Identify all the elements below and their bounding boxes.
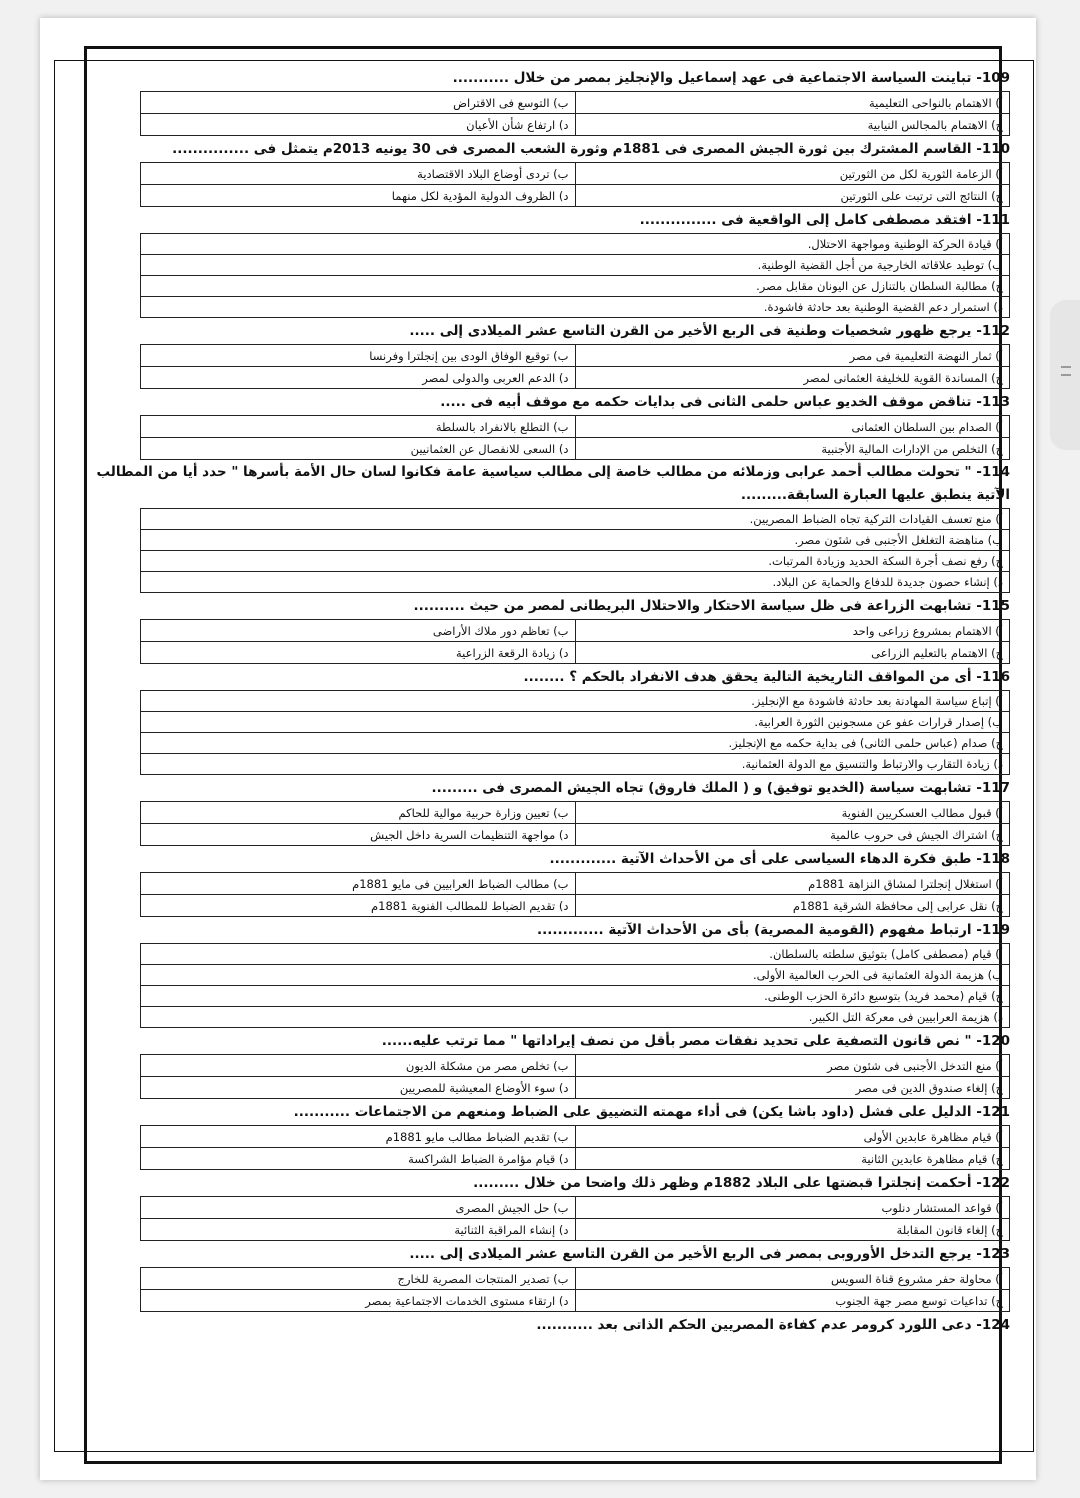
- question-stem: دعى اللورد كرومر عدم كفاءة المصريين الحكم الذاتى بعد ...........: [536, 1317, 972, 1333]
- answer-option[interactable]: ج) الاهتمام بالمجالس النيابية: [575, 114, 1010, 136]
- question-number: 115-: [976, 598, 1010, 614]
- answer-option[interactable]: ج) التخلص من الإدارات المالية الأجنبية: [575, 438, 1010, 460]
- question-text: [60, 1313, 1012, 1337]
- answer-option[interactable]: د) ارتفاع شأن الأعيان: [141, 114, 576, 136]
- question-number: 119-: [976, 922, 1010, 938]
- question-stem: تشابهت الزراعة فى ظل سياسة الاحتكار والاحتلال البريطانى لمصر من حيث ..........: [413, 598, 972, 614]
- question-text: [60, 208, 1012, 232]
- answer-option[interactable]: ب) مناهضة التغلغل الأجنبى فى شئون مصر.: [141, 530, 1010, 551]
- question-stem: تناقض موقف الخديو عباس حلمى الثانى فى بدايات حكمه مع موقف أبيه فى .....: [440, 394, 972, 410]
- answer-option[interactable]: ج) المساندة القوية للخليفة العثمانى لمصر: [575, 367, 1010, 389]
- options-table: [140, 872, 1010, 917]
- question-number: 122-: [976, 1175, 1010, 1191]
- answer-option[interactable]: ج) تداعيات توسع مصر جهة الجنوب: [575, 1290, 1010, 1312]
- question-number: 120-: [976, 1033, 1010, 1049]
- answer-option[interactable]: أ) قيام (مصطفى كامل) بتوثيق سلطته بالسلطان.: [141, 944, 1010, 965]
- answer-option[interactable]: أ) الصدام بين السلطان العثمانى: [575, 416, 1010, 438]
- question-stem: أحكمت إنجلترا قبضتها على البلاد 1882م وظهر ذلك واضحا من خلال .........: [473, 1175, 972, 1191]
- answer-option[interactable]: ب) التطلع بالانفراد بالسلطة: [141, 416, 576, 438]
- options-table: [140, 801, 1010, 846]
- question-number: 113-: [976, 394, 1010, 410]
- question-stem: القاسم المشترك بين ثورة الجيش المصرى فى 1881م وثورة الشعب المصرى فى 30 يونيه 2013م يتمثل فى ...............: [172, 141, 972, 157]
- question-text: [60, 1171, 1012, 1195]
- answer-option[interactable]: أ) قيام مظاهرة عابدين الأولى: [575, 1126, 1010, 1148]
- answer-option[interactable]: ج) الاهتمام بالتعليم الزراعى: [575, 642, 1010, 664]
- answer-option[interactable]: د) الدعم العربى والدولى لمصر: [141, 367, 576, 389]
- answer-option[interactable]: ب) تعيين وزارة حربية موالية للحاكم: [141, 802, 576, 824]
- answer-option[interactable]: ب) تصدير المنتجات المصرية للخارج: [141, 1268, 576, 1290]
- answer-option[interactable]: ب) تخلص مصر من مشكلة الديون: [141, 1055, 576, 1077]
- options-table: [140, 91, 1010, 136]
- answer-option[interactable]: د) مواجهة التنظيمات السرية داخل الجيش: [141, 824, 576, 846]
- question-number: 121-: [976, 1104, 1010, 1120]
- question-text: [60, 594, 1012, 618]
- answer-option[interactable]: أ) منع تعسف القيادات التركية تجاه الضباط المصريين.: [141, 509, 1010, 530]
- answer-option[interactable]: د) قيام مؤامرة الضباط الشراكسة: [141, 1148, 576, 1170]
- answer-option[interactable]: ج) إلغاء قانون المقابلة: [575, 1219, 1010, 1241]
- answer-option[interactable]: ج) نقل عرابى إلى محافظة الشرقية 1881م: [575, 895, 1010, 917]
- question-stem: الدليل على فشل (داود باشا يكن) فى أداء مهمته التضييق على الضباط ومنعهم من الاجتماعات ...........: [293, 1104, 972, 1120]
- answer-option[interactable]: أ) ثمار النهضة التعليمية فى مصر: [575, 345, 1010, 367]
- answer-option[interactable]: د) ارتقاء مستوى الخدمات الاجتماعية بمصر: [141, 1290, 576, 1312]
- answer-option[interactable]: ج) النتائج التى ترتبت على الثورتين: [575, 185, 1010, 207]
- question-number: 112-: [976, 323, 1010, 339]
- answer-option[interactable]: ب) هزيمة الدولة العثمانية فى الحرب العالمية الأولى.: [141, 965, 1010, 986]
- question-number: 109-: [976, 70, 1010, 86]
- answer-option[interactable]: ب) توطيد علاقاته الخارجية من أجل القضية الوطنية.: [141, 255, 1010, 276]
- answer-option[interactable]: ب) حل الجيش المصرى: [141, 1197, 576, 1219]
- options-table: [140, 415, 1010, 460]
- question-number: 114-: [976, 464, 1010, 480]
- question-stem: " نص قانون التصفية على تحديد نفقات مصر بأقل من نصف إيراداتها " مما ترتب عليه......: [381, 1033, 972, 1049]
- answer-option[interactable]: د) سوء الأوضاع المعيشية للمصريين: [141, 1077, 576, 1099]
- options-table: [140, 508, 1010, 593]
- question-number: 110-: [976, 141, 1010, 157]
- answer-option[interactable]: أ) الاهتمام بمشروع زراعى واحد: [575, 620, 1010, 642]
- answer-option[interactable]: أ) الاهتمام بالنواحى التعليمية: [575, 92, 1010, 114]
- answer-option[interactable]: ج) اشتراك الجيش فى حروب عالمية: [575, 824, 1010, 846]
- question-text: [60, 319, 1012, 343]
- answer-option[interactable]: ب) توقيع الوفاق الودى بين إنجلترا وفرنسا: [141, 345, 576, 367]
- answer-option[interactable]: ج) إلغاء صندوق الدين فى مصر: [575, 1077, 1010, 1099]
- question-number: 117-: [976, 780, 1010, 796]
- question-text: [60, 1029, 1012, 1053]
- question-text: [60, 918, 1012, 942]
- answer-option[interactable]: أ) إتباع سياسة المهادنة بعد حادثة فاشودة مع الإنجليز.: [141, 691, 1010, 712]
- answer-option[interactable]: أ) استغلال إنجلترا لمشاق النزاهة 1881م: [575, 873, 1010, 895]
- options-table: [140, 943, 1010, 1028]
- answer-option[interactable]: د) الظروف الدولية المؤدية لكل منهما: [141, 185, 576, 207]
- question-text: [60, 461, 1012, 507]
- questions-list: [60, 66, 1012, 1337]
- options-table: [140, 1054, 1010, 1099]
- question-stem: " تحولت مطالب أحمد عرابى وزملائه من مطالب خاصة إلى مطالب سياسية عامة فكانوا لسان حال الأمة بأسرها " حدد أيا من المطالب الآتية ينطبق عليها العبارة السابقة.........: [96, 464, 1010, 503]
- question-text: [60, 776, 1012, 800]
- answer-option[interactable]: ج) مطالبة السلطان بالتنازل عن اليونان مقابل مصر.: [141, 276, 1010, 297]
- answer-option[interactable]: د) زيادة الرقعة الزراعية: [141, 642, 576, 664]
- options-table: [140, 619, 1010, 664]
- answer-option[interactable]: د) تقديم الضباط للمطالب الفنوية 1881م: [141, 895, 576, 917]
- question-text: [60, 390, 1012, 414]
- answer-option[interactable]: ب) تقديم الضباط مطالب مايو 1881م: [141, 1126, 576, 1148]
- answer-option[interactable]: د) إنشاء حصون جديدة للدفاع والحماية عن البلاد.: [141, 572, 1010, 593]
- answer-option[interactable]: أ) منع التدخل الأجنبى فى شئون مصر: [575, 1055, 1010, 1077]
- question-stem: ارتباط مفهوم (القومية المصرية) بأى من الأحداث الآتية .............: [536, 922, 972, 938]
- answer-option[interactable]: ب) التوسع فى الاقتراض: [141, 92, 576, 114]
- options-table: [140, 690, 1010, 775]
- question-number: 124-: [976, 1317, 1010, 1333]
- answer-option[interactable]: د) السعى للانفصال عن العثمانيين: [141, 438, 576, 460]
- answer-option[interactable]: ج) صدام (عباس حلمى الثانى) فى بداية حكمه مع الإنجليز.: [141, 733, 1010, 754]
- question-stem: أى من المواقف التاريخية التالية يحقق هدف الانفراد بالحكم ؟ ........: [523, 669, 972, 685]
- question-text: [60, 1100, 1012, 1124]
- question-stem: يرجع ظهور شخصيات وطنية فى الربع الأخير من القرن التاسع عشر الميلادى إلى .....: [409, 323, 972, 339]
- question-stem: تشابهت سياسة (الخديو توفيق) و ( الملك فاروق) تجاه الجيش المصرى فى .........: [431, 780, 972, 796]
- options-table: [140, 1267, 1010, 1312]
- answer-option[interactable]: د) إنشاء المراقبة الثنائية: [141, 1219, 576, 1241]
- options-table: [140, 1125, 1010, 1170]
- question-text: [60, 1242, 1012, 1266]
- question-number: 118-: [976, 851, 1010, 867]
- answer-option[interactable]: ب) تردى أوضاع البلاد الاقتصادية: [141, 163, 576, 185]
- options-table: [140, 1196, 1010, 1241]
- handle-grip-line: [1061, 366, 1071, 368]
- question-text: [60, 137, 1012, 161]
- answer-option[interactable]: د) زيادة التقارب والارتباط والتنسيق مع الدولة العثمانية.: [141, 754, 1010, 775]
- answer-option[interactable]: أ) الزعامة الثورية لكل من الثورتين: [575, 163, 1010, 185]
- question-text: [60, 66, 1012, 90]
- question-stem: افتقد مصطفى كامل إلى الواقعية فى ...............: [639, 212, 972, 228]
- answer-option[interactable]: ب) مطالب الضباط العرابيين فى مايو 1881م: [141, 873, 576, 895]
- answer-option[interactable]: أ) قيادة الحركة الوطنية ومواجهة الاحتلال.: [141, 234, 1010, 255]
- answer-option[interactable]: د) هزيمة العرابيين فى معركة التل الكبير.: [141, 1007, 1010, 1028]
- options-table: [140, 162, 1010, 207]
- answer-option[interactable]: د) استمرار دعم القضية الوطنية بعد حادثة فاشودة.: [141, 297, 1010, 318]
- question-stem: يرجع التدخل الأوروبى بمصر فى الربع الأخير من القرن التاسع عشر الميلادى إلى .....: [409, 1246, 972, 1262]
- answer-option[interactable]: ج) رفع نصف أجرة السكة الحديد وزيادة المرتبات.: [141, 551, 1010, 572]
- question-number: 111-: [976, 212, 1010, 228]
- answer-option[interactable]: ج) قيام مظاهرة عابدين الثانية: [575, 1148, 1010, 1170]
- question-stem: طبق فكرة الدهاء السياسى على أى من الأحداث الآتية .............: [549, 851, 972, 867]
- answer-option[interactable]: أ) قواعد المستشار دنلوب: [575, 1197, 1010, 1219]
- handle-grip-line: [1061, 374, 1071, 376]
- question-stem: تباينت السياسة الاجتماعية فى عهد إسماعيل والإنجليز بمصر من خلال ...........: [452, 70, 972, 86]
- side-panel-handle[interactable]: [1050, 300, 1080, 450]
- question-number: 123-: [976, 1246, 1010, 1262]
- options-table: [140, 233, 1010, 318]
- question-number: 116-: [976, 669, 1010, 685]
- options-table: [140, 344, 1010, 389]
- answer-option[interactable]: ب) تعاظم دور ملاك الأراضى: [141, 620, 576, 642]
- answer-option[interactable]: أ) قبول مطالب العسكريين الفنوية: [575, 802, 1010, 824]
- answer-option[interactable]: أ) محاولة حفر مشروع قناة السويس: [575, 1268, 1010, 1290]
- question-text: [60, 847, 1012, 871]
- question-text: [60, 665, 1012, 689]
- answer-option[interactable]: ب) إصدار قرارات عفو عن مسجونين الثورة العرابية.: [141, 712, 1010, 733]
- answer-option[interactable]: ج) قيام (محمد فريد) بتوسيع دائرة الحزب الوطنى.: [141, 986, 1010, 1007]
